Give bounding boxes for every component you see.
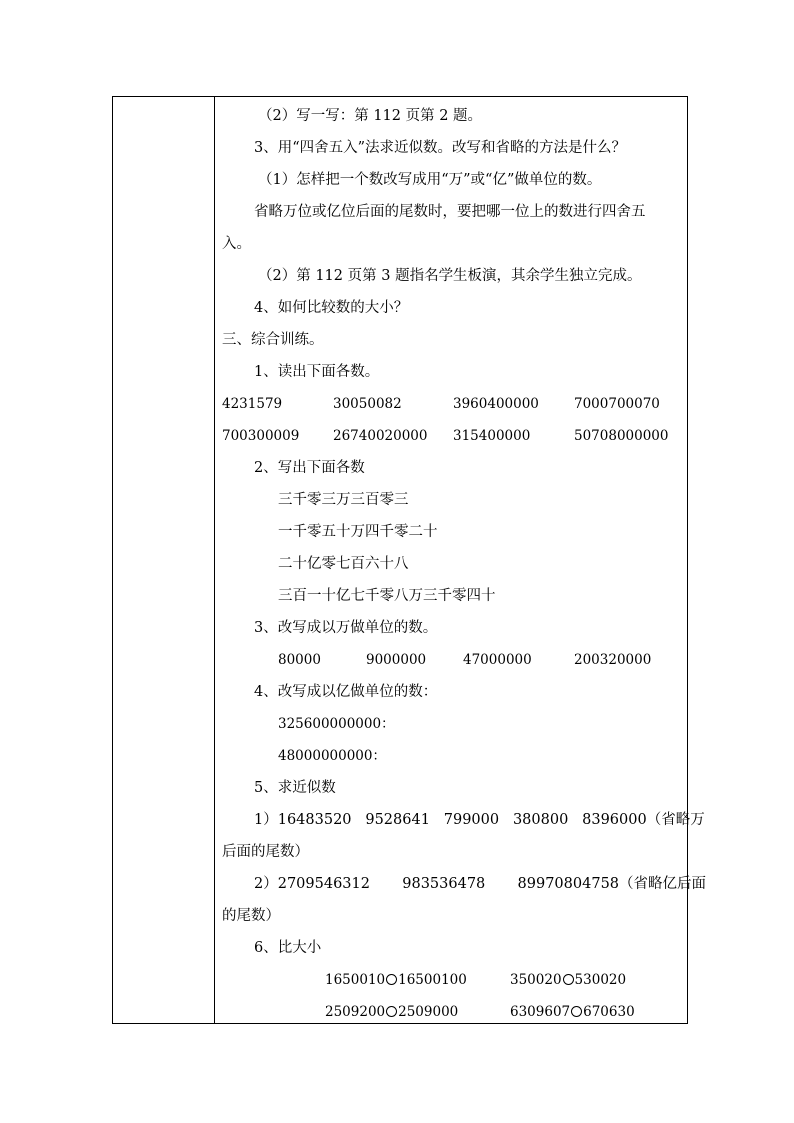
- circle-blank-icon[interactable]: [571, 1006, 582, 1017]
- compare-left: 350020: [510, 972, 562, 988]
- circle-blank-icon[interactable]: [563, 974, 574, 985]
- number-item: 3960400000: [453, 396, 539, 412]
- number-item: 700300009: [222, 428, 300, 444]
- compare-item: [325, 1002, 458, 1022]
- text-line: 5、求近似数: [254, 780, 336, 796]
- number-item: 80000: [278, 652, 321, 668]
- text-line: 二十亿零七百六十八: [278, 556, 409, 572]
- compare-item: [510, 1002, 635, 1022]
- number-item: 7000700070: [574, 396, 660, 412]
- compare-left: 6309607: [510, 1004, 571, 1020]
- compare-right: 16500100: [398, 972, 467, 988]
- text-line: 1、读出下面各数。: [254, 364, 380, 380]
- text-line: 2）2709546312 983536478 89970804758（省略亿后面: [254, 876, 707, 892]
- number-item: 50708000000: [574, 428, 669, 444]
- compare-left: 2509200: [325, 1004, 386, 1020]
- number-item: 315400000: [453, 428, 531, 444]
- text-line: 1）16483520 9528641 799000 380800 8396000（省略万: [254, 812, 705, 828]
- text-line: 6、比大小: [254, 940, 322, 956]
- text-line: 一千零五十万四千零二十: [278, 524, 438, 540]
- text-line: 后面的尾数）: [222, 844, 309, 860]
- circle-blank-icon[interactable]: [386, 974, 397, 985]
- text-line: 4、如何比较数的大小？: [254, 300, 409, 316]
- compare-right: 670630: [583, 1004, 635, 1020]
- text-line: 省略万位或亿位后面的尾数时，要把哪一位上的数进行四舍五: [254, 204, 646, 220]
- compare-item: [510, 970, 626, 990]
- text-line: 3、改写成以万做单位的数。: [254, 620, 438, 636]
- text-line: 3、用“四舍五入”法求近似数。改写和省略的方法是什么？: [254, 140, 627, 156]
- number-item: 9000000: [366, 652, 427, 668]
- text-line: 2、写出下面各数: [254, 460, 365, 476]
- compare-right: 530020: [574, 972, 627, 988]
- text-line: （1）怎样把一个数改写成用“万”或“亿”做单位的数。: [258, 172, 602, 188]
- compare-right: 2509000: [398, 1004, 459, 1020]
- text-line: 三百一十亿七千零八万三千零四十: [278, 588, 496, 604]
- section-heading: 三、综合训练。: [222, 332, 324, 348]
- number-item: 4231579: [222, 396, 283, 412]
- text-line: 325600000000：: [278, 716, 395, 732]
- text-line: 三千零三万三百零三: [278, 492, 409, 508]
- text-line: 的尾数）: [222, 908, 280, 924]
- column-divider: [214, 97, 215, 1023]
- circle-blank-icon[interactable]: [386, 1006, 397, 1017]
- number-item: 47000000: [463, 652, 532, 668]
- compare-item: [325, 970, 467, 990]
- text-line: （2）写一写：第 112 页第 2 题。: [258, 108, 483, 124]
- text-line: （2）第 112 页第 3 题指名学生板演，其余学生独立完成。: [258, 268, 642, 284]
- number-item: 30050082: [333, 396, 402, 412]
- number-item: 26740020000: [333, 428, 428, 444]
- compare-left: 1650010: [325, 972, 386, 988]
- text-line: 入。: [222, 236, 251, 252]
- number-item: 200320000: [574, 652, 652, 668]
- text-line: 48000000000：: [278, 748, 386, 764]
- text-line: 4、改写成以亿做单位的数：: [254, 684, 438, 700]
